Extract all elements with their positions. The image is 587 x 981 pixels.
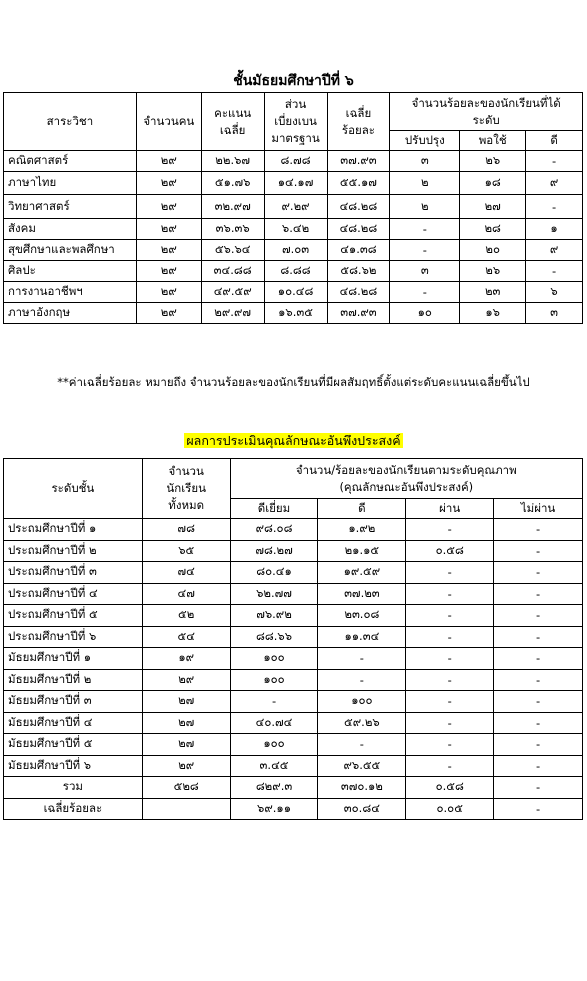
subject-cell: การงานอาชีพฯ [4,282,137,303]
good-cell: ๑๐๐ [318,691,406,713]
avg-cell: ๓๖.๓๖ [201,219,264,240]
header-quality-group-line1: จำนวน/ร้อยละของนักเรียนตามระดับคุณภาพ [295,462,517,477]
subject-cell: ศิลปะ [4,261,137,282]
total-cell: ๕๔ [142,626,230,648]
header-quality-group-line2: (คุณลักษณะอันพึงประสงค์) [339,479,474,494]
table-row [4,282,583,303]
fair-cell: ๑๘ [460,172,526,195]
header-count: จำนวนคน [136,93,201,151]
fail-cell: - [494,626,583,648]
excellent-cell: ๘๐.๔๑ [230,562,318,584]
table-row [4,540,583,562]
sd-cell: ๑๖.๓๕ [264,303,327,324]
count-cell: ๒๙ [136,261,201,282]
sd-cell: ๑๐.๔๘ [264,282,327,303]
pct-cell: ๓๗.๙๓ [327,151,390,172]
fail-cell: - [494,777,583,799]
header-good: ดี [526,131,583,151]
excellent-cell: ๖๙.๑๑ [230,798,318,820]
total-cell: ๒๙ [142,755,230,777]
header-quality-group [230,459,582,499]
sd-cell: ๗.๐๓ [264,240,327,261]
subject-cell: ภาษาไทย [4,172,137,195]
total-cell: ๔๗ [142,583,230,605]
good-cell: ๑.๙๒ [318,519,406,541]
total-cell: ๗๘ [142,519,230,541]
excellent-cell: ๘๒๙.๓ [230,777,318,799]
improve-cell: ๒ [390,172,460,195]
count-cell: ๒๙ [136,151,201,172]
sd-cell: ๘.๗๘ [264,151,327,172]
table-row [4,669,583,691]
table-row [4,734,583,756]
pct-cell: ๓๗.๙๓ [327,303,390,324]
improve-cell: ๑๐ [390,303,460,324]
total-cell: ๕๒๘ [142,777,230,799]
fail-cell: - [494,562,583,584]
good-cell: ๕๙.๒๖ [318,712,406,734]
pass-cell: ๐.๐๕ [406,798,494,820]
sd-cell: ๑๔.๑๗ [264,172,327,195]
avg-cell: ๔๙.๕๙ [201,282,264,303]
excellent-cell: - [230,691,318,713]
header-percent [327,93,390,151]
header-improve: ปรับปรุง [390,131,460,151]
attribute-assessment-table [3,458,583,820]
count-cell: ๒๙ [136,282,201,303]
excellent-cell: ๙๘.๐๘ [230,519,318,541]
total-cell: ๖๕ [142,540,230,562]
subject-cell: สุขศึกษาและพลศึกษา [4,240,137,261]
level-cell: มัธยมศึกษาปีที่ ๖ [4,755,143,777]
level-cell: ประถมศึกษาปีที่ ๕ [4,605,143,627]
footnote: **ค่าเฉลี่ยร้อยละ หมายถึง จำนวนร้อยละของนักเรียนที่มีผลสัมฤทธิ์ตั้งแต่ระดับคะแนนเฉลี่ยขึ้นไป [57,375,530,389]
table-row [4,240,583,261]
header-pass: ผ่าน [406,499,494,519]
sd-cell: ๘.๘๘ [264,261,327,282]
section2-title: ผลการประเมินคุณลักษณะอันพึงประสงค์ [186,433,401,448]
sd-cell: ๖.๔๒ [264,219,327,240]
pct-cell: ๔๘.๒๘ [327,219,390,240]
table-row [4,261,583,282]
improve-cell: ๒ [390,195,460,219]
level-cell: ประถมศึกษาปีที่ ๔ [4,583,143,605]
good-cell: - [318,734,406,756]
good-cell: ๑ [526,219,583,240]
level-cell: มัธยมศึกษาปีที่ ๓ [4,691,143,713]
label-cell: รวม [4,777,143,799]
pass-cell: - [406,691,494,713]
pass-cell: - [406,626,494,648]
pct-cell: ๔๘.๒๘ [327,282,390,303]
count-cell: ๒๙ [136,172,201,195]
good-cell: ๓ [526,303,583,324]
good-cell: ๑๙.๕๙ [318,562,406,584]
excellent-cell: ๔๐.๗๔ [230,712,318,734]
pct-cell: ๕๘.๖๒ [327,261,390,282]
fail-cell: - [494,712,583,734]
fail-cell: - [494,540,583,562]
fail-cell: - [494,669,583,691]
good-cell: ๙ [526,172,583,195]
table-row [4,151,583,172]
improve-cell: - [390,240,460,261]
header-sd-line1: ส่วน [284,97,307,111]
pass-cell: - [406,648,494,670]
header-subject: สาระวิชา [4,93,137,151]
header-average-line1: คะแนน [214,105,252,120]
header-percent-line2: ร้อยละ [341,122,375,137]
table-row [4,303,583,324]
excellent-cell: ๓.๔๕ [230,755,318,777]
header-level-group [390,93,583,131]
fail-cell: - [494,691,583,713]
header-level: ระดับชั้น [4,459,143,519]
header-total-line3: ทั้งหมด [168,498,205,512]
sd-cell: ๙.๒๙ [264,195,327,219]
pct-cell: ๔๑.๓๘ [327,240,390,261]
improve-cell: ๓ [390,261,460,282]
level-cell: มัธยมศึกษาปีที่ ๒ [4,669,143,691]
total-cell: ๒๙ [142,669,230,691]
pass-cell: - [406,712,494,734]
good-cell: ๓๗๐.๑๒ [318,777,406,799]
good-cell: ๓๐.๘๔ [318,798,406,820]
header-level-group-line1: จำนวนร้อยละของนักเรียนที่ได้ [411,95,561,110]
good-cell: ๙ [526,240,583,261]
table-row [4,172,583,195]
fail-cell: - [494,755,583,777]
header-total-line2: นักเรียน [166,481,206,495]
excellent-cell: ๘๘.๖๖ [230,626,318,648]
header-sd-line2: เบี่ยงเบน [274,114,317,128]
fair-cell: ๒๖ [460,261,526,282]
excellent-cell: ๑๐๐ [230,734,318,756]
count-cell: ๒๙ [136,195,201,219]
header-average [201,93,264,151]
fail-cell: - [494,583,583,605]
improve-cell: - [390,282,460,303]
table-row [4,519,583,541]
good-cell: - [318,648,406,670]
total-cell: ๗๔ [142,562,230,584]
avg-cell: ๒๙.๙๗ [201,303,264,324]
good-cell: - [526,261,583,282]
fail-cell: - [494,519,583,541]
fair-cell: ๒๗ [460,195,526,219]
pct-cell: ๕๕.๑๗ [327,172,390,195]
fair-cell: ๒๖ [460,151,526,172]
total-cell: ๒๗ [142,712,230,734]
fail-cell: - [494,798,583,820]
total-cell [142,798,230,820]
excellent-cell: ๑๐๐ [230,669,318,691]
header-fair: พอใช้ [460,131,526,151]
level-cell: ประถมศึกษาปีที่ ๓ [4,562,143,584]
header-percent-line1: เฉลี่ย [345,105,372,120]
pass-cell: - [406,562,494,584]
improve-cell: - [390,219,460,240]
pass-cell: - [406,669,494,691]
avg-cell: ๓๔.๘๘ [201,261,264,282]
level-cell: มัธยมศึกษาปีที่ ๕ [4,734,143,756]
good-cell: - [318,669,406,691]
table-row [4,583,583,605]
table-row [4,219,583,240]
count-cell: ๒๙ [136,219,201,240]
pass-cell: ๐.๕๘ [406,777,494,799]
header-total-line1: จำนวน [168,464,204,478]
count-cell: ๒๙ [136,240,201,261]
header-good2: ดี [318,499,406,519]
table-row [4,562,583,584]
header-sd [264,93,327,151]
good-cell: - [526,195,583,219]
pct-cell: ๔๘.๒๘ [327,195,390,219]
table-row [4,195,583,219]
level-cell: ประถมศึกษาปีที่ ๖ [4,626,143,648]
subject-cell: ภาษาอังกฤษ [4,303,137,324]
table-row [4,648,583,670]
average-row [4,798,583,820]
table-row [4,712,583,734]
fail-cell: - [494,734,583,756]
excellent-cell: ๖๒.๗๗ [230,583,318,605]
header-fail: ไม่ผ่าน [494,499,583,519]
level-cell: ประถมศึกษาปีที่ ๒ [4,540,143,562]
count-cell: ๒๙ [136,303,201,324]
good-cell: ๙๖.๕๕ [318,755,406,777]
table-row [4,691,583,713]
section1-title: ชั้นมัธยมศึกษาปีที่ ๖ [233,73,354,89]
total-row [4,777,583,799]
fail-cell: - [494,605,583,627]
good-cell: ๒๑.๑๕ [318,540,406,562]
good-cell: ๓๗.๒๓ [318,583,406,605]
good-cell: - [526,151,583,172]
avg-cell: ๕๑.๗๖ [201,172,264,195]
subject-cell: วิทยาศาสตร์ [4,195,137,219]
total-cell: ๒๗ [142,691,230,713]
excellent-cell: ๑๐๐ [230,648,318,670]
label-cell: เฉลี่ยร้อยละ [4,798,143,820]
pass-cell: - [406,583,494,605]
improve-cell: ๓ [390,151,460,172]
fair-cell: ๑๖ [460,303,526,324]
good-cell: ๑๑.๓๔ [318,626,406,648]
header-average-line2: เฉลี่ย [219,122,246,137]
pass-cell: - [406,734,494,756]
excellent-cell: ๗๘.๒๗ [230,540,318,562]
total-cell: ๕๒ [142,605,230,627]
level-cell: มัธยมศึกษาปีที่ ๔ [4,712,143,734]
pass-cell: ๐.๕๘ [406,540,494,562]
table-row [4,626,583,648]
header-level-group-line2: ระดับ [472,112,500,127]
pass-cell: - [406,519,494,541]
level-cell: มัธยมศึกษาปีที่ ๑ [4,648,143,670]
header-excellent: ดีเยี่ยม [230,499,318,519]
fair-cell: ๒๓ [460,282,526,303]
table-row [4,605,583,627]
excellent-cell: ๗๖.๙๒ [230,605,318,627]
total-cell: ๑๙ [142,648,230,670]
section2-title-wrap [0,430,587,451]
subject-score-table [3,92,583,324]
pass-cell: - [406,605,494,627]
fair-cell: ๒๘ [460,219,526,240]
fair-cell: ๒๐ [460,240,526,261]
total-cell: ๒๗ [142,734,230,756]
header-total [142,459,230,519]
table-row [4,755,583,777]
good-cell: ๖ [526,282,583,303]
level-cell: ประถมศึกษาปีที่ ๑ [4,519,143,541]
pass-cell: - [406,755,494,777]
fail-cell: - [494,648,583,670]
avg-cell: ๒๒.๖๗ [201,151,264,172]
header-sd-line3: มาตรฐาน [271,131,320,145]
subject-cell: สังคม [4,219,137,240]
subject-cell: คณิตศาสตร์ [4,151,137,172]
avg-cell: ๓๒.๙๗ [201,195,264,219]
avg-cell: ๕๖.๖๔ [201,240,264,261]
good-cell: ๒๓.๐๘ [318,605,406,627]
